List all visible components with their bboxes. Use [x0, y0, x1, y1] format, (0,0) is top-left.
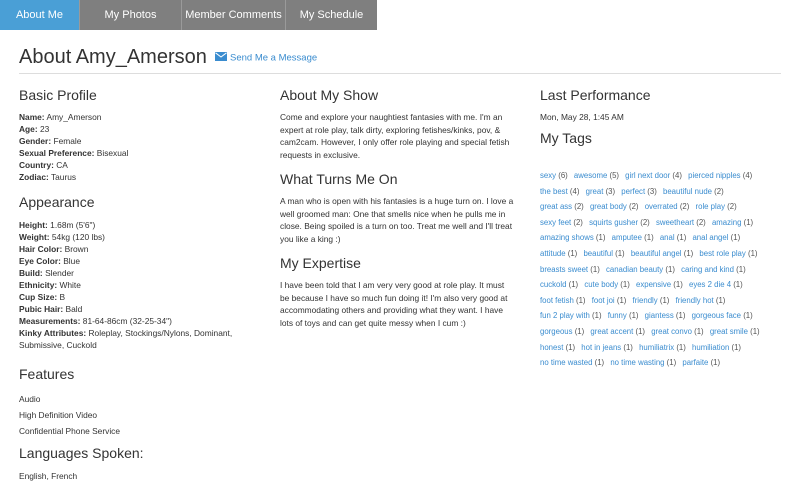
tag-item[interactable]: humiliation (1) [692, 342, 742, 352]
feature-item: High Definition Video [19, 410, 98, 420]
send-message-link[interactable] [215, 52, 317, 64]
tag-item[interactable]: sexy (6) [540, 171, 568, 180]
tag-item[interactable]: cute body (1) [584, 280, 630, 290]
tag-item[interactable]: great body (2) [589, 202, 639, 212]
tag-item[interactable]: expensive (1) [636, 280, 683, 290]
about-show-heading: About My Show [280, 87, 379, 103]
turns-on-heading: What Turns Me On [280, 171, 398, 187]
tag-item[interactable]: caring and kind (1) [681, 264, 746, 274]
tag-item[interactable]: canadian beauty (1) [605, 264, 675, 274]
tab-my-photos[interactable]: My Photos [80, 0, 182, 30]
tag-item[interactable]: no time wasted (1) [540, 358, 605, 368]
tag-item[interactable]: attitude (1) [540, 248, 578, 258]
tag-item[interactable]: friendly hot (1) [675, 295, 726, 305]
last-performance-value: Mon, May 28, 1:45 AM [540, 112, 624, 122]
appearance-field: Eye Color: Blue [19, 256, 80, 266]
tag-item[interactable]: eyes 2 die 4 (1) [688, 280, 743, 290]
about-show-text: Come and explore your naughtiest fantasies with me. I'm an expert at role play, talk dirty, exploring fetishes/kinks, pov, & cam2cam. However, I only offer role playing and special fetish requests in exclusive. [280, 112, 510, 160]
tag-item[interactable]: anal angel (1) [692, 233, 741, 243]
features-list [19, 391, 120, 439]
tag-item[interactable]: parfaite (1) [682, 358, 721, 368]
tag-item[interactable]: overrated (2) [644, 202, 690, 212]
tag-item[interactable]: great accent (1) [590, 326, 646, 336]
tag-item[interactable]: friendly (1) [632, 295, 670, 305]
tag-item[interactable]: great smile (1) [709, 326, 760, 336]
tag-item[interactable]: perfect (3) [621, 186, 657, 196]
tag-item[interactable]: great (3) [585, 186, 616, 196]
tag-item[interactable]: anal (1) [659, 233, 687, 243]
appearance-field: Height: 1.68m (5'6") [19, 220, 96, 230]
tag-item[interactable]: gorgeous face (1) [691, 311, 753, 321]
profile-field: Zodiac: Taurus [19, 172, 77, 182]
tag-item[interactable]: foot fetish (1) [540, 295, 586, 305]
tag-item[interactable]: amazing (1) [711, 217, 754, 227]
appearance-field: Ethnicity: White [19, 280, 81, 290]
tag-item[interactable]: gorgeous (1) [540, 326, 585, 336]
appearance-field: Build: Slender [19, 268, 74, 278]
profile-field: Age: 23 [19, 124, 50, 134]
profile-field: Gender: Female [19, 136, 82, 146]
tab-about-me[interactable]: About Me [0, 0, 80, 30]
languages-value: English, French [19, 471, 78, 481]
appearance-field: Hair Color: Brown [19, 244, 89, 254]
tag-item[interactable]: great convo (1) [651, 326, 704, 336]
profile-field: Country: CA [19, 160, 68, 170]
tag-item[interactable]: beautiful (1) [583, 248, 625, 258]
languages-heading: Languages Spoken: [19, 445, 144, 461]
tag-item[interactable]: humiliatrix (1) [639, 342, 686, 352]
profile-field: Sexual Preference: Bisexual [19, 148, 129, 158]
tag-item[interactable]: beautiful angel (1) [630, 248, 694, 258]
features-heading: Features [19, 366, 75, 382]
tag-item[interactable]: hot in jeans (1) [581, 342, 633, 352]
send-message-label: Send Me a Message [230, 52, 318, 64]
tag-item[interactable]: no time wasting (1) [610, 358, 677, 368]
appearance-list [19, 219, 264, 351]
tag-item[interactable]: honest (1) [540, 342, 576, 352]
tag-item[interactable]: role play (2) [695, 202, 737, 212]
profile-field: Name: Amy_Amerson [19, 112, 102, 122]
title-row [19, 44, 781, 74]
tag-item[interactable]: pierced nipples (4) [688, 171, 753, 180]
tag-item[interactable]: cuckold (1) [540, 280, 579, 290]
appearance-field: Cup Size: B [19, 292, 66, 302]
tag-item[interactable]: funny (1) [607, 311, 639, 321]
tag-item[interactable]: the best (4) [540, 186, 580, 196]
tab-member-comments[interactable]: Member Comments [182, 0, 286, 30]
tag-item[interactable]: awesome (5) [573, 171, 619, 180]
tag-item[interactable]: fun 2 play with (1) [540, 311, 602, 321]
tag-item[interactable]: amputee (1) [611, 233, 654, 243]
appearance-field: Measurements: 81-64-86cm (32-25-34") [19, 316, 172, 326]
tab-my-schedule[interactable]: My Schedule [299, 9, 364, 21]
appearance-heading: Appearance [19, 194, 95, 210]
appearance-field: Pubic Hair: Bald [19, 304, 83, 314]
tag-cloud [540, 168, 780, 371]
tag-item[interactable]: breasts sweet (1) [540, 264, 600, 274]
basic-profile-list [19, 111, 264, 183]
envelope-icon [215, 52, 227, 64]
feature-item: Confidential Phone Service [19, 426, 121, 436]
basic-profile-heading: Basic Profile [19, 87, 97, 103]
tag-item[interactable]: beautiful nude (2) [663, 186, 724, 196]
tag-item[interactable]: squirts gusher (2) [589, 217, 650, 227]
tag-item[interactable]: girl next door (4) [625, 171, 682, 180]
page-title: About Amy_Amerson [19, 46, 207, 68]
last-performance-heading: Last Performance [540, 87, 651, 103]
tag-item[interactable]: amazing shows (1) [540, 233, 606, 243]
expertise-text: I have been told that I am very very good at role play. It must be because I have so much fun doing it! I'm also very good at accommodating others and providing what they want. I have lots of toys and can get quite messy when I cum :) [280, 280, 508, 328]
turns-on-text: A man who is open with his fantasies is a huge turn on. I love a well groomed man: One that smells nice when he pulls me in close. Being spoiled is a turn on too. Treat me well and I'll treat you like a king :) [280, 196, 514, 244]
tag-item[interactable]: best role play (1) [699, 248, 758, 258]
appearance-field: Kinky Attributes: Roleplay, Stockings/Nylons, Dominant, Submissive, Cuckold [19, 328, 233, 350]
feature-item: Audio [19, 394, 41, 404]
appearance-field: Weight: 54kg (120 lbs) [19, 232, 105, 242]
my-tags-heading: My Tags [540, 130, 592, 146]
expertise-heading: My Expertise [280, 255, 361, 271]
tag-item[interactable]: giantess (1) [644, 311, 686, 321]
tag-item[interactable]: sweetheart (2) [655, 217, 706, 227]
tab-bar [0, 0, 800, 30]
tag-item[interactable]: great ass (2) [540, 202, 584, 212]
tag-item[interactable]: sexy feet (2) [540, 217, 583, 227]
tag-item[interactable]: foot joi (1) [591, 295, 627, 305]
